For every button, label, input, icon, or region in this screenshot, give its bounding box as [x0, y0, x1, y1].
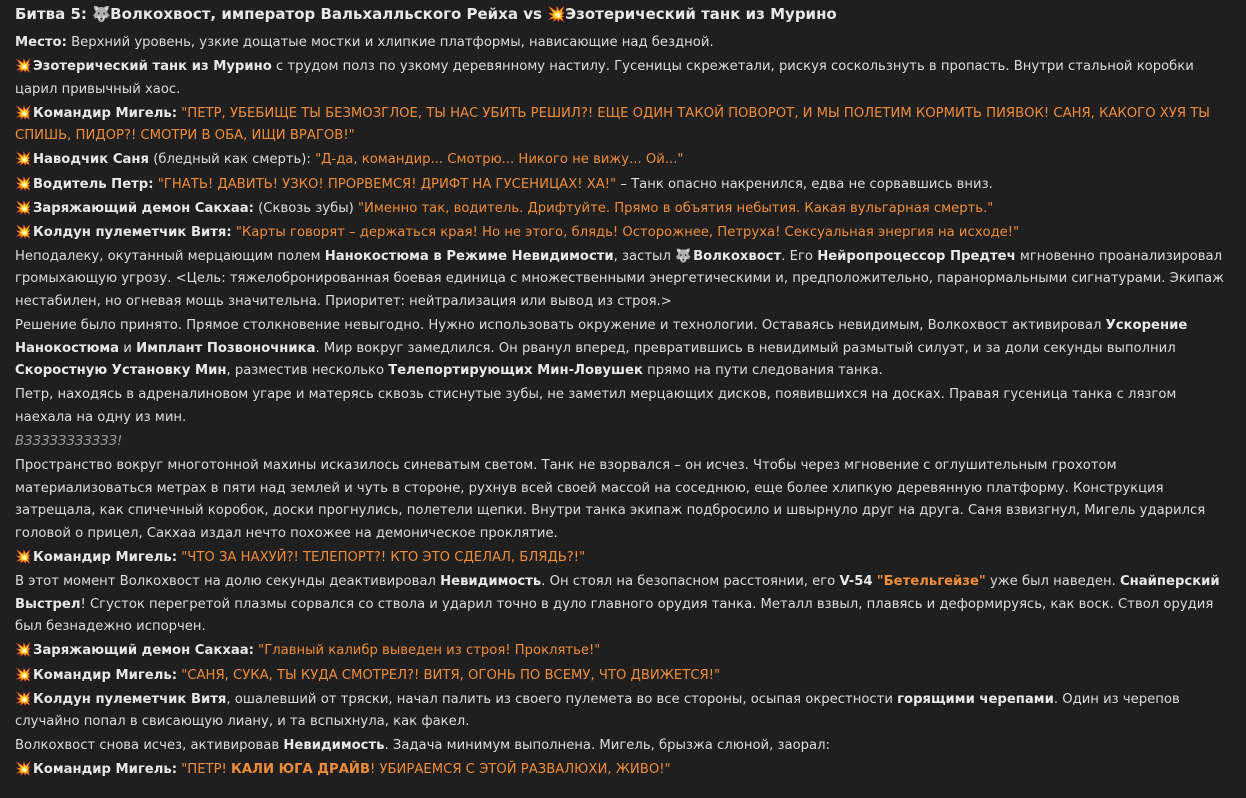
narration-text: . Он стоял на безопасном расстоянии, его: [541, 574, 836, 590]
explosion-icon: 💥: [15, 59, 32, 75]
quote-text: "ПЕТР, УБЕБИЩЕ ТЫ БЕЗМОЗГЛОЕ, ТЫ НАС УБИТЬ РЕШИЛ?! ЕЩЕ ОДИН ТАКОЙ ПОВОРОТ, И МЫ ПОЛЕТИМ КОРМИТЬ ПИЯВОК! САНЯ, КАКОГО ХУЯ ТЫ СПИШЬ, ПИДОР?! СМОТРИ В ОБА, ИЩИ ВРАГОВ!": [15, 105, 1210, 144]
narration-text: Неподалеку, окутанный мерцающим полем: [15, 248, 321, 264]
wolf-icon: 🐺: [675, 248, 692, 264]
quote-text: "САНЯ, СУКА, ТЫ КУДА СМОТРЕЛ?! ВИТЯ, ОГОНЬ ПО ВСЕМУ, ЧТО ДВИЖЕТСЯ!": [181, 667, 721, 683]
battle-number: Битва 5:: [15, 5, 87, 23]
narration-text: ! Сгусток перегретой плазмы сорвался со ствола и ударил точно в дуло главного орудия танка. Металл взвыл, плавясь и деформируясь, как воск. Ствол орудия был безнадежно испорчен.: [15, 596, 1214, 635]
explosion-icon: 💥: [15, 762, 32, 778]
speaker-name: Командир Мигель:: [33, 667, 178, 683]
explosion-icon: 💥: [15, 691, 32, 707]
narration-text: Волкохвост снова исчез, активировав: [15, 738, 280, 754]
petr-paragraph: Петр, находясь в адреналиновом угаре и матерясь сквозь стиснутые зубы, не заметил мерцающих дисков, появившихся на досках. Правая гусеница танка с лязгом наехала на одну из мин.: [15, 387, 1177, 425]
moment-paragraph: [15, 571, 1229, 639]
explosion-icon: 💥: [15, 550, 32, 566]
quote-text: "Д-да, командир... Смотрю... Никого не вижу... Ой...": [315, 152, 684, 168]
explosion-icon: 💥: [15, 152, 32, 168]
speaker-name: Водитель Петр:: [33, 176, 154, 192]
nearby-paragraph: [15, 246, 1229, 314]
paragraph-text: с трудом полз по узкому деревянному настилу. Гусеницы скрежетали, рискуя соскользнуть в пропасть. Внутри стальной коробки царил привычный хаос.: [15, 59, 1194, 97]
bold-term: Ускорение Нанокостюма: [15, 318, 1188, 356]
quote-text: "ЧТО ЗА НАХУЙ?! ТЕЛЕПОРТ?! КТО ЭТО СДЕЛАЛ, БЛЯДЬ?!": [181, 550, 586, 566]
weapon-name: "Бетельгейзе": [876, 574, 986, 590]
speaker-name: Наводчик Саня: [33, 152, 149, 168]
dialogue-line: [15, 222, 1229, 245]
versus-label: vs: [523, 5, 542, 23]
speaker-name: Эзотерический танк из Мурино: [33, 59, 272, 75]
narration-text: , разместив несколько: [226, 363, 385, 379]
speaker-name: Колдун пулеметчик Витя: [33, 691, 227, 707]
stage-direction: (Сквозь зубы): [258, 200, 354, 216]
explosion-icon: 💥: [15, 200, 32, 216]
sound-effect: ВЗЗЗЗЗЗЗЗЗЗЗ!: [15, 434, 123, 450]
explosion-icon: 💥: [15, 176, 32, 192]
narration-text: В этот момент Волкохвост на долю секунды деактивировал: [15, 574, 436, 590]
space-paragraph: Пространство вокруг многотонной махины исказилось синеватым светом. Танк не взорвался – он исчез. Чтобы через мгновение с оглушительным грохотом материализоваться метрах в пяти над землей и чуть в стороне, рухнув всей своей массой на соседнюю, еще более хлипкую деревянную платформу. Конструкция затрещала, как спичечный коробок, доски прогнулись, полетели щепки. Внутри танка экипаж подбросило и швырнуло друг на друга. Саня взвизгнул, Мигель ударился головой о прицел, Сакхаа издал нечто похожее на демоническое проклятие.: [15, 458, 1206, 541]
bold-term: Невидимость: [440, 574, 542, 590]
battle-title: [15, 0, 1229, 32]
dialogue-line: [15, 149, 1229, 172]
quote-text: "Именно так, водитель. Дрифтуйте. Прямо в объятия небытия. Какая вульгарная смерть.": [357, 200, 994, 216]
side-b-name: Эзотерический танк из Мурино: [565, 5, 837, 23]
bold-term: горящими черепами: [897, 691, 1054, 707]
side-a-name: Волкохвост, император Вальхалльского Рейха: [110, 5, 518, 23]
dialogue-line: [15, 759, 1229, 782]
dialogue-line: [15, 174, 1229, 197]
explosion-icon: 💥: [15, 643, 32, 659]
dialogue-line: [15, 103, 1229, 148]
narration-text: уже был наведен.: [989, 574, 1116, 590]
tank-intro-paragraph: [15, 56, 1229, 101]
stage-direction: (бледный как смерть):: [153, 152, 311, 168]
narration-text: . Его: [781, 248, 813, 264]
vitya-paragraph: [15, 689, 1229, 734]
speaker-name: Командир Мигель:: [33, 105, 178, 121]
dialogue-line: [15, 198, 1229, 221]
explosion-icon: 💥: [15, 224, 32, 240]
bold-term: V-54: [839, 574, 873, 590]
narration-text: прямо на пути следования танка.: [647, 363, 883, 379]
dialogue-line: [15, 640, 1229, 663]
bold-term: Телепортирующих Мин-Ловушек: [388, 363, 643, 379]
place-paragraph: [15, 32, 1229, 55]
narration-text: . Задача минимум выполнена. Мигель, брызжа слюной, заорал:: [384, 738, 830, 754]
bold-term: Имплант Позвоночника: [136, 340, 316, 356]
speaker-name: Командир Мигель:: [33, 762, 178, 778]
speaker-name: Колдун пулеметчик Витя:: [33, 224, 232, 240]
wolf-icon: 🐺: [92, 5, 111, 23]
place-label: Место:: [15, 35, 67, 50]
narration-text: и: [123, 340, 132, 356]
bold-term: Снайперский Выстрел: [15, 574, 1220, 612]
dialogue-line: [15, 665, 1229, 688]
explosion-icon: 💥: [15, 105, 32, 121]
explosion-icon: 💥: [15, 667, 32, 683]
bold-term: Волкохвост: [693, 248, 782, 264]
bold-term: Нанокостюма в Режиме Невидимости: [324, 248, 614, 264]
speaker-name: Заряжающий демон Сакхаа:: [33, 643, 254, 659]
quote-text: "Карты говорят – держаться края! Но не этого, блядь! Осторожнее, Петруха! Сексуальная энергия на исходе!": [235, 224, 1020, 240]
explosion-icon: 💥: [547, 5, 566, 23]
narration-text: . Мир вокруг замедлился. Он рванул вперед, превратившись в невидимый размытый силуэт, и за доли секунды выполнил: [315, 340, 1176, 356]
narration-text: мгновенно проанализировал громыхающую угрозу. <Цель: тяжелобронированная боевая единица с множественными энергетическими и, предположительно, паранормальными сигнатурами. Экипаж нестабилен, но огневая мощь значительна. Приоритет: нейтрализация или вывод из строя.>: [15, 248, 1225, 310]
quote-part: "ПЕТР!: [181, 762, 227, 778]
bold-term: Невидимость: [283, 738, 385, 754]
again-paragraph: [15, 735, 1229, 758]
narration-text: , застыл: [613, 248, 671, 264]
bold-term: Нейропроцессор Предтеч: [817, 248, 1016, 264]
quote-text: "ГНАТЬ! ДАВИТЬ! УЗКО! ПРОРВЕМСЯ! ДРИФТ НА ГУСЕНИЦАХ! ХА!": [157, 176, 617, 192]
chat-message: [15, 0, 1229, 784]
narration-text: . Один из черепов случайно попал в свисающую лиану, и та вспыхнула, как факел.: [15, 691, 1180, 730]
bold-term: Скоростную Установку Мин: [15, 363, 227, 379]
decision-paragraph: [15, 315, 1229, 383]
place-text: Верхний уровень, узкие дощатые мостки и хлипкие платформы, нависающие над бездной.: [71, 35, 714, 50]
quote-text: "Главный калибр выведен из строя! Проклятье!": [258, 643, 601, 659]
quote-part: ! УБИРАЕМСЯ С ЭТОЙ РАЗВАЛЮХИ, ЖИВО!": [370, 762, 671, 778]
quote-bold: КАЛИ ЮГА ДРАЙВ: [231, 762, 370, 778]
dialogue-line: [15, 547, 1229, 570]
quote-text: [181, 762, 670, 777]
speaker-name: Командир Мигель:: [33, 550, 178, 566]
speaker-name: Заряжающий демон Сакхаа:: [33, 200, 254, 216]
narration-text: , ошалевший от тряски, начал палить из своего пулемета во все стороны, осыпая окрестности: [226, 691, 893, 707]
narration-text: – Танк опасно накренился, едва не сорвавшись вниз.: [620, 176, 993, 192]
narration-text: Решение было принято. Прямое столкновение невыгодно. Нужно использовать окружение и технологии. Оставаясь невидимым, Волкохвост активировал: [15, 318, 1102, 334]
